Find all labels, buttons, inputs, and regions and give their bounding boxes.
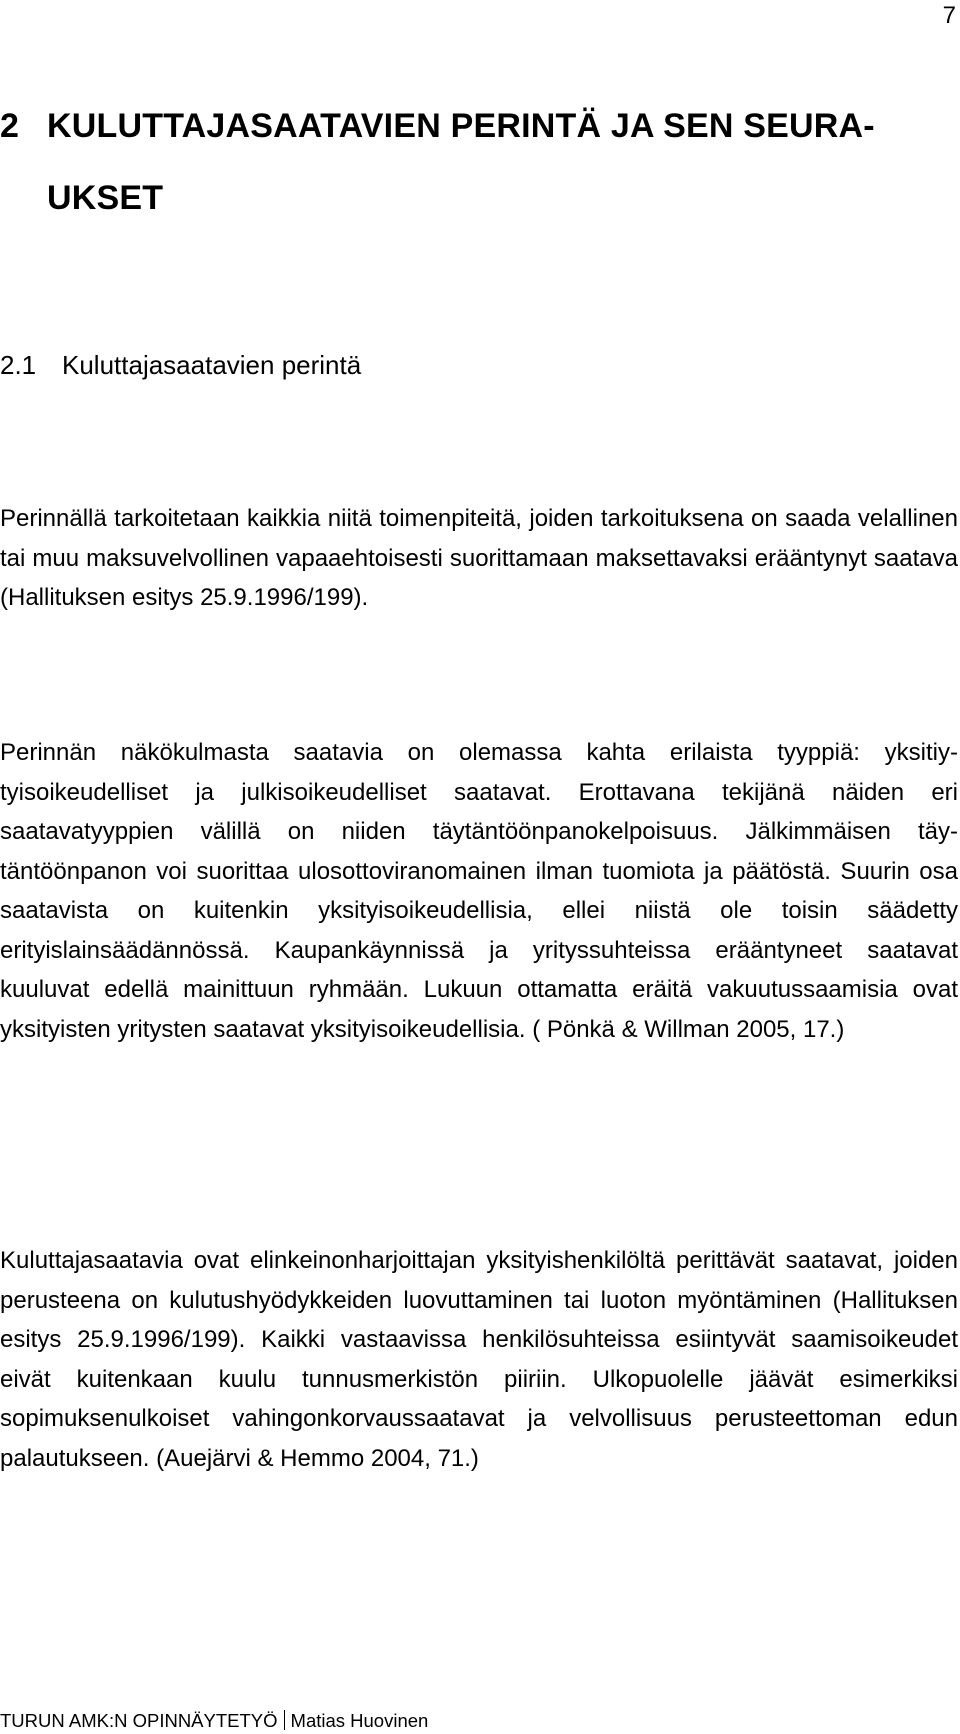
page-number: 7	[942, 2, 956, 29]
chapter-heading	[0, 90, 950, 234]
chapter-title-line1: KULUTTAJASAATAVIEN PERINTÄ JA SEN SEURA-	[47, 107, 875, 145]
chapter-heading-line1	[0, 90, 950, 162]
section-heading	[0, 350, 361, 381]
section-number: 2.1	[0, 350, 37, 380]
section-title: Kuluttajasaatavien perintä	[62, 350, 362, 380]
paragraph-perinta-definition: Perinnällä tarkoitetaan kaikkia niitä toimenpiteitä, joiden tarkoituksena on saada velallinen tai muu maksuvelvollinen vapaaehtoisesti suorittamaan maksettavaksi erääntynyt saatava (Hallituksen esitys 25.9.1996/199).	[0, 505, 958, 611]
footer-separator	[284, 1710, 285, 1730]
paragraph-kuluttajasaatavat: Kuluttajasaatavia ovat elinkeinonharjoittajan yksityishenkilöltä perittävät saatavat, joiden perusteena on kulutushyödykkeiden luovuttaminen tai luoton myöntäminen (Hallituksen esitys 25.9.1996/199). Kaikki vastaavissa henkilösuhteissa esiintyvät saamisoikeudet eivät kuitenkaan kuulu tunnusmerkistön piiriin. Ulkopuolelle jäävät esimerkiksi sopimuksenulkoiset vahingonkorvaussaatavat ja velvollisuus perusteettoman edun palautukseen. (Auejärvi & Hemmo 2004, 71.)	[0, 1247, 958, 1472]
footer-institution: TURUN AMK:N OPINNÄYTETYÖ	[0, 1710, 278, 1731]
paragraph-saatavatyypit: Perinnän näkökulmasta saatavia on olemassa kahta erilaista tyyppiä: yksitiytyisoikeudelliset ja julkisoikeudelliset saatavat. Erottavana tekijänä näiden eri saatavatyyppien välillä on niiden täytäntöönpanokelpoisuus. Jälkimmäisen täytäntöönpanon voi suorittaa ulosottoviranomainen ilman tuomiota ja päätöstä. Suurin osa saatavista on kuitenkin yksityisoikeudellisia, ellei niistä ole toisin säädetty erityislainsäädännössä. Kaupankäynnissä ja yrityssuhteissa erääntyneet saatavat kuuluvat edellä mainittuun ryhmään. Lukuun ottamatta eräitä vakuutussaamisia ovat yksityisten yritysten saatavat yksityisoikeudellisia. ( Pönkä & Willman 2005, 17.)	[0, 739, 958, 1043]
page-footer	[0, 1710, 428, 1732]
footer-author: Matias Huovinen	[290, 1710, 429, 1731]
chapter-number: 2	[0, 107, 20, 145]
chapter-title-line2: UKSET	[47, 179, 164, 217]
